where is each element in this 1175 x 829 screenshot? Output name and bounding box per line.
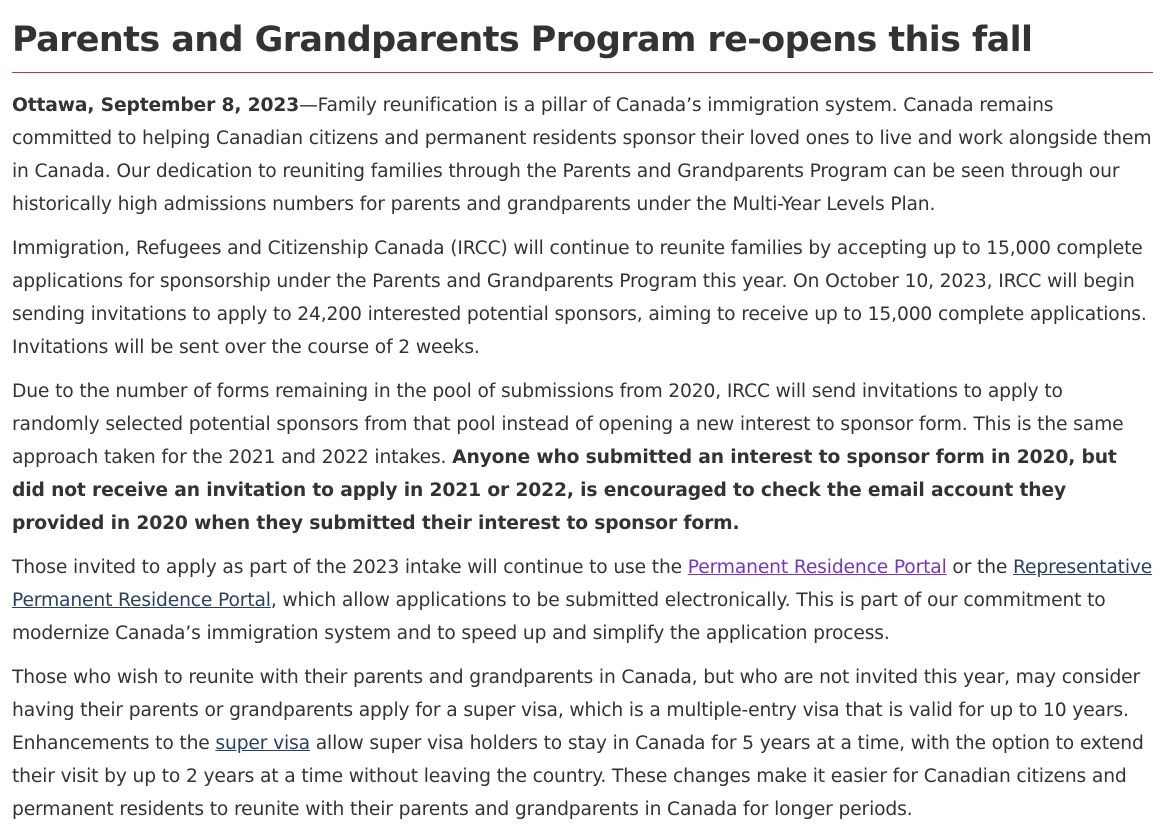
super-visa-link[interactable]: super visa	[215, 733, 310, 754]
paragraph-portal-text-before: Those invited to apply as part of the 2023 intake will continue to use the	[12, 557, 688, 578]
paragraph-pool-emphasis: Anyone who submitted an interest to sponsor form in 2020, but did not receive an invitation to apply in 2021 or 2022, is encouraged to check the email account they provided in 2020 when they submitted their interest to sponsor form.	[12, 447, 1117, 534]
paragraph-ircc: Immigration, Refugees and Citizenship Canada (IRCC) will continue to reunite families by accepting up to 15,000 complete applications for sponsorship under the Parents and Grandparents Program this year. On October 10, 2023, IRCC will begin sending invitations to apply to 24,200 interested potential sponsors, aiming to receive up to 15,000 complete applications. Invitations will be sent over the course of 2 weeks.	[12, 238, 1147, 358]
paragraph-intro	[12, 89, 1153, 221]
paragraph-pool	[12, 375, 1153, 540]
paragraph-super-visa-text-before: Those who wish to reunite with their parents and grandparents in Canada, but who are not invited this year, may consider having their parents or grandparents apply for a super visa, which is a multiple-entry visa that is valid for up to 10 years. Enhancements to the	[12, 667, 1141, 754]
paragraph-portal-text-after: , which allow applications to be submitted electronically. This is part of our commitment to modernize Canada’s immigration system and to speed up and simplify the application process.	[12, 590, 1106, 644]
dateline: Ottawa, September 8, 2023	[12, 95, 300, 116]
paragraph-super-visa-text-after: allow super visa holders to stay in Canada for 5 years at a time, with the option to extend their visit by up to 2 years at a time without leaving the country. These changes make it easier for Canadian citizens and permanent residents to reunite with their parents and grandparents in Canada for longer periods.	[12, 733, 1144, 820]
page-title: Parents and Grandparents Program re-opens this fall	[12, 14, 1153, 73]
paragraph-portal	[12, 551, 1153, 650]
paragraph-super-visa	[12, 661, 1153, 826]
permanent-residence-portal-link[interactable]: Permanent Residence Portal	[687, 557, 947, 578]
paragraph-portal-text-middle: or the	[946, 557, 1014, 578]
paragraph-pool-text: Due to the number of forms remaining in the pool of submissions from 2020, IRCC will send invitations to apply to randomly selected potential sponsors from that pool instead of opening a new interest to sponsor form. This is the same approach taken for the 2021 and 2022 intakes.	[12, 381, 1124, 468]
paragraph-intro-text: —Family reunification is a pillar of Canada’s immigration system. Canada remains committed to helping Canadian citizens and permanent residents sponsor their loved ones to live and work alongside them in Canada. Our dedication to reuniting families through the Parents and Grandparents Program can be seen through our historically high admissions numbers for parents and grandparents under the Multi-Year Levels Plan.	[12, 95, 1152, 215]
representative-portal-link[interactable]: Representative Permanent Residence Portal	[12, 557, 1153, 611]
